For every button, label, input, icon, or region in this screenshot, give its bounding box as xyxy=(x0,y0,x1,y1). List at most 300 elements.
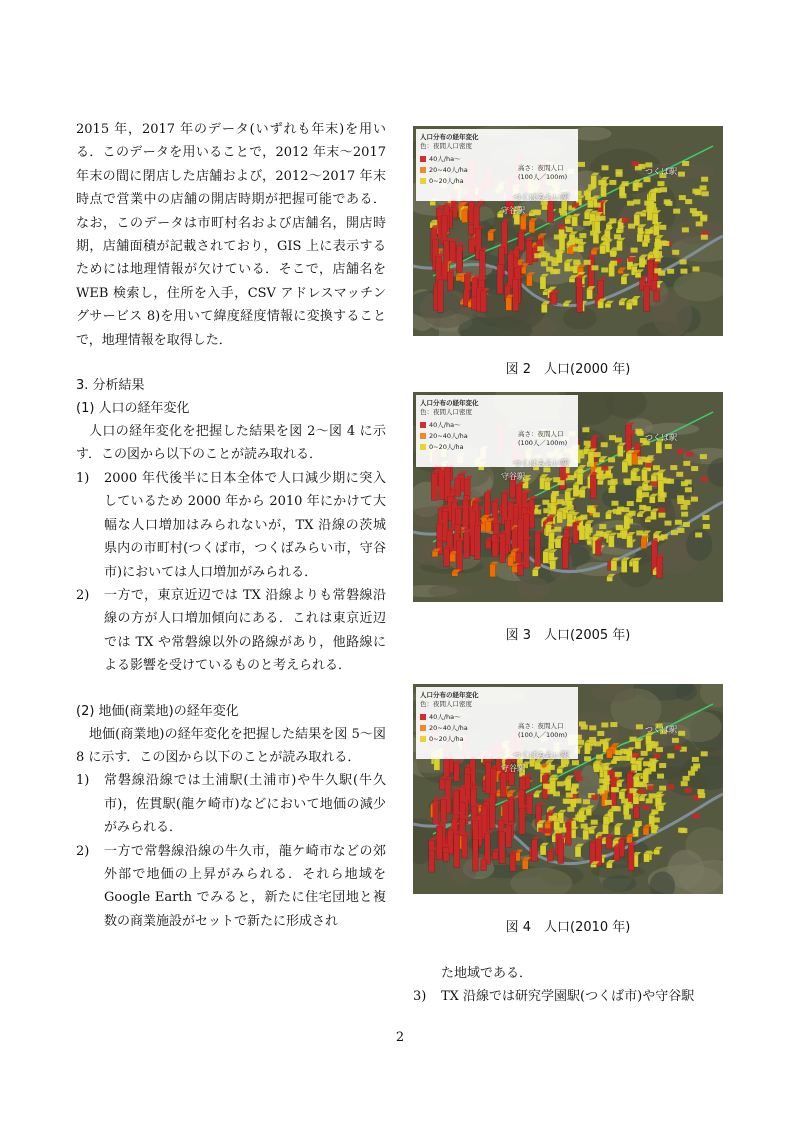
density-cell xyxy=(658,507,665,512)
legend-color-label: 色：夜間人口密度 xyxy=(420,700,472,708)
density-cell xyxy=(681,512,688,517)
list-item xyxy=(413,985,723,1008)
density-cell xyxy=(601,442,608,447)
station-label-moriya: 守谷駅 xyxy=(501,206,525,215)
legend-swatch xyxy=(420,444,426,450)
intro-paragraph: 2015 年，2017 年のデータ(いずれも年末)を用いる．このデータを用いることで，2012 年末～2017 年末の間に閉店した店舗および，2012～2017 年末時点で営業中の店舗の開店時期が把握可能である．なお，このデータは市町村名および店舗名，開店時期，店舗面積が記載されており，GIS 上に表示するためには地理情報が欠けている．そこで，店舗名を WEB 検索し，住所を入手，CSV アドレスマッチングサービス 8)を用いて緯度経度情報に変換することで，地理情報を取得した． xyxy=(76,122,386,348)
density-cell xyxy=(535,764,542,769)
density-cell xyxy=(620,756,627,761)
legend-swatch xyxy=(420,736,426,742)
density-cell xyxy=(610,722,617,727)
density-cell xyxy=(553,791,560,796)
density-cell xyxy=(673,209,680,214)
legend-label: 40人/ha～ xyxy=(429,155,461,163)
legend-row xyxy=(420,431,468,440)
list-text: 常磐線沿線では土浦駅(土浦市)や牛久駅(牛久市)，佐貫駅(龍ケ崎市)などにおいて地価の減少がみられる． xyxy=(104,773,386,836)
density-cell xyxy=(642,492,649,497)
density-cell xyxy=(583,221,590,226)
density-cell xyxy=(677,495,684,500)
density-cell xyxy=(675,520,682,525)
density-cell xyxy=(693,814,700,819)
density-cell xyxy=(578,162,585,167)
density-cell xyxy=(647,785,654,790)
density-cell xyxy=(534,253,541,258)
density-cell xyxy=(659,763,666,768)
legend-label: 20~40人/ha xyxy=(429,432,468,440)
density-cell xyxy=(593,765,600,770)
list-item xyxy=(76,769,386,839)
density-cell xyxy=(642,457,649,462)
list-item xyxy=(76,584,386,678)
density-cell xyxy=(599,524,606,529)
density-cell xyxy=(665,444,672,449)
density-cell xyxy=(576,776,583,781)
density-cell xyxy=(577,740,584,745)
density-cell xyxy=(554,527,561,532)
density-cell xyxy=(670,465,677,470)
density-cell xyxy=(628,224,635,229)
legend-row xyxy=(420,723,468,732)
density-cell xyxy=(643,177,650,182)
density-cell xyxy=(680,259,687,264)
density-cell xyxy=(611,787,618,792)
legend-title: 人口分布の経年変化 xyxy=(420,399,479,407)
density-cell xyxy=(611,501,618,506)
density-cell xyxy=(636,782,643,787)
density-cell xyxy=(589,725,596,730)
density-cell xyxy=(627,430,634,435)
density-cell xyxy=(581,824,588,829)
density-cell xyxy=(611,479,618,484)
density-cell xyxy=(587,505,594,510)
density-cell xyxy=(629,788,636,793)
density-cell xyxy=(590,231,597,236)
density-cell xyxy=(582,427,589,432)
density-cell xyxy=(703,524,710,529)
density-cell xyxy=(700,454,707,459)
density-cell xyxy=(649,758,656,763)
legend-label: 0~20人/ha xyxy=(429,443,464,451)
station-label-tsukuba: つくば駅 xyxy=(645,167,677,176)
density-cell xyxy=(691,497,698,502)
density-cell xyxy=(701,177,708,182)
density-cell xyxy=(653,465,660,470)
density-cell xyxy=(672,250,679,255)
density-cell xyxy=(664,478,671,483)
legend-row xyxy=(420,165,468,174)
map-legend xyxy=(416,687,578,759)
station-label-miraidaira: つくばみらい駅 xyxy=(513,751,569,760)
station-label-tsukuba: つくば駅 xyxy=(645,433,677,442)
density-cell xyxy=(609,488,616,493)
density-cell xyxy=(678,828,685,833)
density-cell xyxy=(613,756,620,761)
density-cell xyxy=(584,756,591,761)
list-text: 一方で，東京近辺では TX 沿線よりも常磐線沿線の方が人口増加傾向にある．これは東京近辺では TX や常磐線以外の路線があり，他路線による影響を受けているものと考えられる． xyxy=(104,587,386,674)
density-cell xyxy=(701,751,708,756)
density-cell xyxy=(557,499,564,504)
density-cell xyxy=(558,224,565,229)
legend-label: 20~40人/ha xyxy=(429,724,468,732)
density-cell xyxy=(610,250,617,255)
density-cell xyxy=(609,218,616,223)
density-cell xyxy=(554,235,561,240)
station-label-tsukuba: つくば駅 xyxy=(645,725,677,734)
density-cell xyxy=(700,216,707,221)
density-cell xyxy=(629,737,636,742)
density-cell xyxy=(627,501,634,506)
density-cell xyxy=(580,515,587,520)
density-cell xyxy=(686,452,693,457)
density-cell xyxy=(657,536,664,541)
density-cell xyxy=(639,505,646,510)
density-cell xyxy=(682,161,689,166)
density-cell xyxy=(594,741,601,746)
density-cell xyxy=(685,487,692,492)
legend-height xyxy=(518,430,567,448)
density-cell xyxy=(656,747,663,752)
density-cell xyxy=(697,789,704,794)
density-cell xyxy=(551,261,558,266)
density-cell xyxy=(651,825,658,830)
density-cell xyxy=(557,781,564,786)
figure-4-map xyxy=(413,684,723,894)
density-cell xyxy=(633,199,640,204)
density-cell xyxy=(678,172,685,177)
subsection-1-heading: (1) 人口の経年変化 xyxy=(76,401,190,417)
density-cell xyxy=(696,221,703,226)
density-cell xyxy=(567,807,574,812)
density-cell xyxy=(588,184,595,189)
density-cell xyxy=(667,784,674,789)
density-cell xyxy=(692,267,699,272)
density-cell xyxy=(658,492,665,497)
density-cell xyxy=(601,267,608,272)
density-cell xyxy=(636,183,643,188)
density-cell xyxy=(680,269,687,274)
density-cell xyxy=(591,265,598,270)
list-number: 1) xyxy=(76,773,90,789)
density-cell xyxy=(563,799,570,804)
legend-height-unit: (100人／100m) xyxy=(518,173,568,181)
legend-title: 人口分布の経年変化 xyxy=(420,691,479,699)
density-cell xyxy=(683,776,690,781)
density-cell xyxy=(637,431,644,436)
density-cell xyxy=(556,249,563,254)
density-cell xyxy=(613,509,620,514)
legend-label: 40人/ha～ xyxy=(429,421,461,429)
density-cell xyxy=(616,525,623,530)
density-cell xyxy=(610,261,617,266)
density-cell xyxy=(701,476,708,481)
list-item xyxy=(76,467,386,584)
density-cell xyxy=(702,515,709,520)
density-cell xyxy=(695,211,702,216)
legend-height xyxy=(518,164,567,182)
density-cell xyxy=(591,795,598,800)
density-cell xyxy=(685,479,692,484)
density-cell xyxy=(615,772,622,777)
legend-height-label: 高さ：夜間人口 xyxy=(518,430,564,438)
density-cell xyxy=(650,744,657,749)
legend-label: 0~20人/ha xyxy=(429,177,464,185)
density-cell xyxy=(671,530,678,535)
density-cell xyxy=(621,798,628,803)
density-cell xyxy=(543,508,550,513)
legend-swatch xyxy=(420,714,426,720)
density-cell xyxy=(601,466,608,471)
density-cell xyxy=(608,457,615,462)
density-cell xyxy=(554,828,561,833)
density-cell xyxy=(636,530,643,535)
legend-label: 20~40人/ha xyxy=(429,166,468,174)
density-cell xyxy=(619,193,626,198)
density-cell xyxy=(643,805,650,810)
legend-height-label: 高さ：夜間人口 xyxy=(518,722,564,730)
legend-swatch xyxy=(420,178,426,184)
legend-color-label: 色：夜間人口密度 xyxy=(420,408,472,416)
subsection-2-paragraph: 地価(商業地)の経年変化を把握した結果を図 5～図 8 に示す．この図から以下のことが読み取れる． xyxy=(76,726,386,765)
density-cell xyxy=(579,233,586,238)
legend-label: 0~20人/ha xyxy=(429,735,464,743)
density-cell xyxy=(654,268,661,273)
density-cell xyxy=(584,260,591,265)
density-cell xyxy=(605,800,612,805)
density-cell xyxy=(553,269,560,274)
density-cell xyxy=(693,763,700,768)
density-cell xyxy=(598,216,605,221)
density-cell xyxy=(594,452,601,457)
density-cell xyxy=(566,227,573,232)
density-cell xyxy=(683,522,690,527)
density-cell xyxy=(602,779,609,784)
density-cell xyxy=(677,528,684,533)
density-cell xyxy=(634,443,641,448)
density-cell xyxy=(584,441,591,446)
density-cell xyxy=(644,201,651,206)
density-cell xyxy=(688,771,695,776)
density-cell xyxy=(616,172,623,177)
density-cell xyxy=(558,480,565,485)
density-cell xyxy=(658,513,665,518)
density-cell xyxy=(552,491,559,496)
station-label-moriya: 守谷駅 xyxy=(501,472,525,481)
density-cell xyxy=(622,181,629,186)
density-cell xyxy=(586,528,593,533)
density-cell xyxy=(574,798,581,803)
density-cell xyxy=(643,761,650,766)
density-cell xyxy=(645,229,652,234)
terrain-patch xyxy=(602,875,636,892)
density-cell xyxy=(584,191,591,196)
density-cell xyxy=(589,737,596,742)
density-cell xyxy=(641,751,648,756)
list-number: 2) xyxy=(76,843,90,859)
density-cell xyxy=(602,165,609,170)
legend-swatch xyxy=(420,156,426,162)
density-cell xyxy=(548,765,555,770)
density-cell xyxy=(543,784,550,789)
density-cell xyxy=(566,792,573,797)
density-cell xyxy=(572,783,579,788)
map-legend xyxy=(416,129,578,201)
density-cell xyxy=(700,185,707,190)
density-cell xyxy=(564,780,571,785)
density-cell xyxy=(593,512,600,517)
density-cell xyxy=(629,511,636,516)
density-cell xyxy=(600,532,607,537)
density-cell xyxy=(579,721,586,726)
density-cell xyxy=(651,481,658,486)
terrain-patch xyxy=(428,584,473,599)
density-cell xyxy=(624,815,631,820)
density-cell xyxy=(664,199,671,204)
density-cell xyxy=(657,774,664,779)
density-cell xyxy=(546,256,553,261)
list-text: TX 沿線では研究学園駅(つくば市)や守谷駅 xyxy=(441,989,695,1005)
density-cell xyxy=(692,757,699,762)
legend-height-unit: (100人／100m) xyxy=(518,731,568,739)
density-cell xyxy=(657,181,664,186)
legend-row xyxy=(420,420,461,429)
density-cell xyxy=(545,828,552,833)
figure-4-caption: 図 4 人口(2010 年) xyxy=(505,920,631,935)
density-cell xyxy=(640,260,647,265)
legend-swatch xyxy=(420,422,426,428)
station-label-moriya: 守谷駅 xyxy=(501,764,525,773)
legend-row xyxy=(420,734,464,743)
figure-3-caption: 図 3 人口(2005 年) xyxy=(505,628,631,643)
density-cell xyxy=(599,785,606,790)
density-cell xyxy=(570,266,577,271)
density-cell xyxy=(685,199,692,204)
density-cell xyxy=(601,722,608,727)
density-cell xyxy=(615,438,622,443)
density-cell xyxy=(655,251,662,256)
density-cell xyxy=(631,161,638,166)
density-cell xyxy=(682,227,689,232)
density-cell xyxy=(658,497,665,502)
density-cell xyxy=(660,240,667,245)
density-cell xyxy=(644,769,651,774)
figure-2-caption: 図 2 人口(2000 年) xyxy=(505,362,631,377)
right-column-tail xyxy=(413,962,723,1009)
density-cell xyxy=(587,462,594,467)
density-cell xyxy=(626,803,633,808)
density-cell xyxy=(627,201,634,206)
density-cell xyxy=(645,463,652,468)
terrain-patch xyxy=(516,577,549,601)
density-cell xyxy=(638,789,645,794)
density-cell xyxy=(677,449,684,454)
density-cell xyxy=(654,754,661,759)
legend-height-label: 高さ：夜間人口 xyxy=(518,164,564,172)
density-cell xyxy=(598,180,605,185)
legend-row xyxy=(420,712,461,721)
legend-height xyxy=(518,722,567,740)
density-cell xyxy=(534,210,541,215)
density-cell xyxy=(683,500,690,505)
density-cell xyxy=(560,211,567,216)
density-cell xyxy=(692,189,699,194)
legend-row xyxy=(420,176,464,185)
density-cell xyxy=(579,815,586,820)
density-cell xyxy=(577,490,584,495)
list-item xyxy=(76,840,386,934)
density-cell xyxy=(609,435,616,440)
density-cell xyxy=(573,247,580,252)
density-cell xyxy=(620,530,627,535)
density-cell xyxy=(679,195,686,200)
density-cell xyxy=(681,781,688,786)
legend-row xyxy=(420,154,461,163)
density-cell xyxy=(650,207,657,212)
density-cell xyxy=(645,486,652,491)
density-cell xyxy=(676,472,683,477)
density-cell xyxy=(695,532,702,537)
station-label-miraidaira: つくばみらい駅 xyxy=(513,459,569,468)
list-text: 一方で常磐線沿線の牛久市，龍ケ崎市などの郊外部で地価の上昇がみられる．それら地域を Google Earth でみると，新たに住宅団地と複数の商業施設がセットで新たに形成され xyxy=(104,843,386,929)
density-cell xyxy=(573,239,580,244)
legend-title: 人口分布の経年変化 xyxy=(420,133,479,141)
terrain-patch xyxy=(592,684,637,702)
density-cell xyxy=(611,806,618,811)
density-cell xyxy=(660,187,667,192)
list-number: 2) xyxy=(76,587,90,603)
legend-swatch xyxy=(420,433,426,439)
continuation-text: た地域である． xyxy=(441,966,533,981)
terrain-patch xyxy=(676,711,722,742)
density-cell xyxy=(577,525,584,530)
density-cell xyxy=(659,225,666,230)
legend-swatch xyxy=(420,167,426,173)
density-cell xyxy=(632,753,639,758)
density-cell xyxy=(574,771,581,776)
density-cell xyxy=(635,821,642,826)
density-cell xyxy=(549,816,556,821)
subsection-1-paragraph: 人口の経年変化を把握した結果を図 2～図 4 に示す．この図から以下のことが読み取れる． xyxy=(76,424,386,463)
list-number: 3) xyxy=(413,989,427,1005)
map-legend xyxy=(416,395,578,467)
density-cell xyxy=(626,519,633,524)
density-cell xyxy=(583,799,590,804)
density-cell xyxy=(573,260,580,265)
density-cell xyxy=(567,505,574,510)
density-cell xyxy=(674,745,681,750)
density-cell xyxy=(691,466,698,471)
density-cell xyxy=(633,476,640,481)
density-cell xyxy=(659,786,666,791)
legend-swatch xyxy=(420,725,426,731)
figure-2-map xyxy=(413,126,723,336)
density-cell xyxy=(667,753,674,758)
left-column xyxy=(76,118,386,933)
density-cell xyxy=(541,261,548,266)
density-cell xyxy=(597,731,604,736)
density-cell xyxy=(681,505,688,510)
density-cell xyxy=(649,793,656,798)
subsection-2-heading: (2) 地価(商業地)の経年変化 xyxy=(76,703,239,719)
density-cell xyxy=(622,218,629,223)
density-cell xyxy=(651,809,658,814)
density-cell xyxy=(646,798,653,803)
figure-3-map xyxy=(413,392,723,602)
density-cell xyxy=(683,461,690,466)
density-cell xyxy=(537,246,544,251)
legend-height-unit: (100人／100m) xyxy=(518,439,568,447)
density-cell xyxy=(596,754,603,759)
density-cell xyxy=(606,473,613,478)
